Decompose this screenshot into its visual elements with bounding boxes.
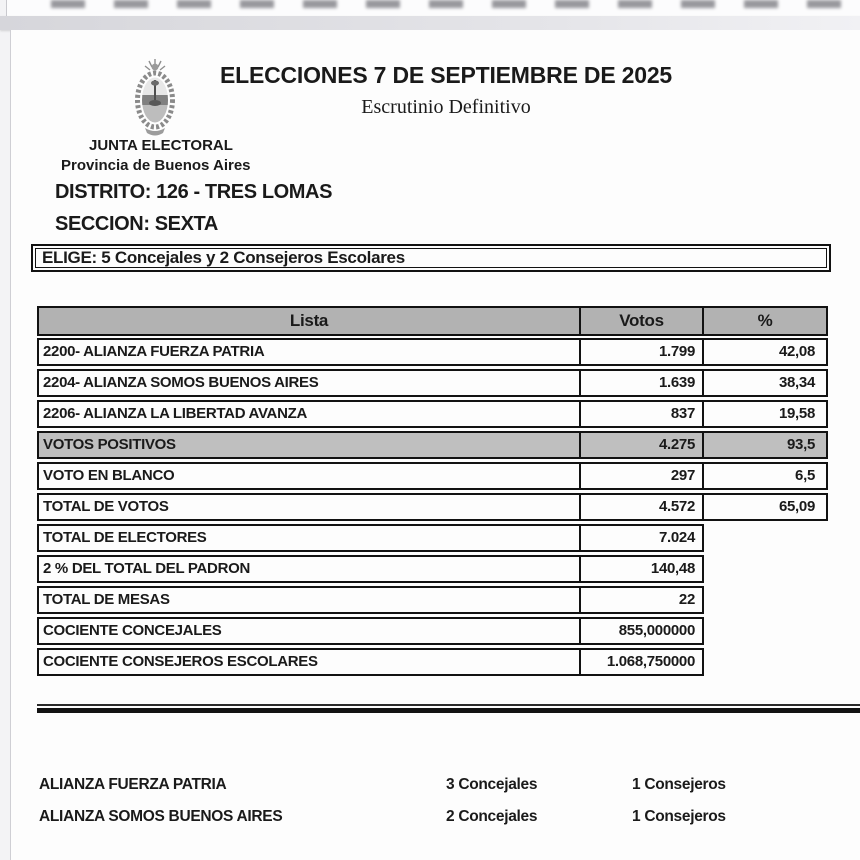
lista-cell: VOTOS POSITIVOS bbox=[43, 436, 176, 453]
page-subtitle: Escrutinio Definitivo bbox=[361, 96, 531, 118]
votos-cell: 140,48 bbox=[579, 557, 702, 581]
lista-cell: 2206- ALIANZA LA LIBERTAD AVANZA bbox=[43, 405, 308, 422]
page-title: ELECCIONES 7 DE SEPTIEMBRE DE 2025 bbox=[219, 62, 673, 88]
lista-cell: COCIENTE CONCEJALES bbox=[43, 622, 222, 639]
votos-cell: 4.275 bbox=[579, 433, 702, 457]
allocation-row bbox=[11, 808, 860, 828]
province-label: Provincia de Buenos Aires bbox=[61, 157, 251, 174]
lista-cell: 2 % DEL TOTAL DEL PADRON bbox=[43, 560, 250, 577]
scanned-document-page bbox=[10, 30, 860, 860]
table-row bbox=[37, 555, 704, 583]
pct-cell: 6,5 bbox=[702, 464, 826, 488]
header-votos: Votos bbox=[579, 308, 702, 334]
previous-page-content-marks bbox=[51, 0, 842, 8]
table-row bbox=[37, 462, 828, 490]
votos-cell: 22 bbox=[579, 588, 702, 612]
alliance-name: ALIANZA SOMOS BUENOS AIRES bbox=[39, 808, 283, 825]
table-row bbox=[37, 338, 828, 366]
table-row bbox=[37, 648, 704, 676]
lista-cell: 2204- ALIANZA SOMOS BUENOS AIRES bbox=[43, 374, 319, 391]
table-header-row bbox=[37, 306, 828, 336]
votos-cell: 4.572 bbox=[579, 495, 702, 519]
pct-cell: 65,09 bbox=[702, 495, 826, 519]
votos-cell: 1.639 bbox=[579, 371, 702, 395]
lista-cell: TOTAL DE ELECTORES bbox=[43, 529, 207, 546]
votos-cell: 837 bbox=[579, 402, 702, 426]
pct-cell: 19,58 bbox=[702, 402, 826, 426]
pct-cell: 42,08 bbox=[702, 340, 826, 364]
argentina-coat-of-arms-icon bbox=[129, 58, 181, 136]
lista-cell: VOTO EN BLANCO bbox=[43, 467, 175, 484]
concejales-count: 3 Concejales bbox=[446, 776, 538, 793]
lista-cell: COCIENTE CONSEJEROS ESCOLARES bbox=[43, 653, 318, 670]
page-gap-band bbox=[0, 16, 860, 30]
alliance-name: ALIANZA FUERZA PATRIA bbox=[39, 776, 227, 793]
votos-cell: 1.068,750000 bbox=[579, 650, 702, 674]
votos-cell: 7.024 bbox=[579, 526, 702, 550]
table-row bbox=[37, 493, 828, 521]
concejales-count: 2 Concejales bbox=[446, 808, 538, 825]
lista-cell: TOTAL DE MESAS bbox=[43, 591, 170, 608]
district-line: DISTRITO: 126 - TRES LOMAS bbox=[55, 181, 333, 203]
table-row bbox=[37, 524, 704, 552]
pct-cell: 38,34 bbox=[702, 371, 826, 395]
section-divider-rule bbox=[37, 704, 860, 713]
header-pct: % bbox=[702, 308, 826, 334]
votos-cell: 1.799 bbox=[579, 340, 702, 364]
section-line: SECCION: SEXTA bbox=[55, 213, 218, 235]
title-block bbox=[181, 62, 711, 119]
consejeros-count: 1 Consejeros bbox=[632, 776, 726, 793]
previous-page-sliver bbox=[6, 0, 860, 16]
pct-cell: 93,5 bbox=[702, 433, 826, 457]
votos-cell: 297 bbox=[579, 464, 702, 488]
table-row bbox=[37, 617, 704, 645]
lista-cell: 2200- ALIANZA FUERZA PATRIA bbox=[43, 343, 265, 360]
header-lista: Lista bbox=[289, 311, 329, 330]
allocation-row bbox=[11, 776, 860, 796]
votos-cell: 855,000000 bbox=[579, 619, 702, 643]
lista-cell: TOTAL DE VOTOS bbox=[43, 498, 169, 515]
elige-box: ELIGE: 5 Concejales y 2 Consejeros Escolares bbox=[31, 244, 831, 272]
table-row-votos-positivos bbox=[37, 431, 828, 459]
results-table bbox=[37, 306, 832, 679]
table-row bbox=[37, 369, 828, 397]
authority-label: JUNTA ELECTORAL bbox=[89, 137, 233, 154]
table-row bbox=[37, 400, 828, 428]
consejeros-count: 1 Consejeros bbox=[632, 808, 726, 825]
table-row bbox=[37, 586, 704, 614]
